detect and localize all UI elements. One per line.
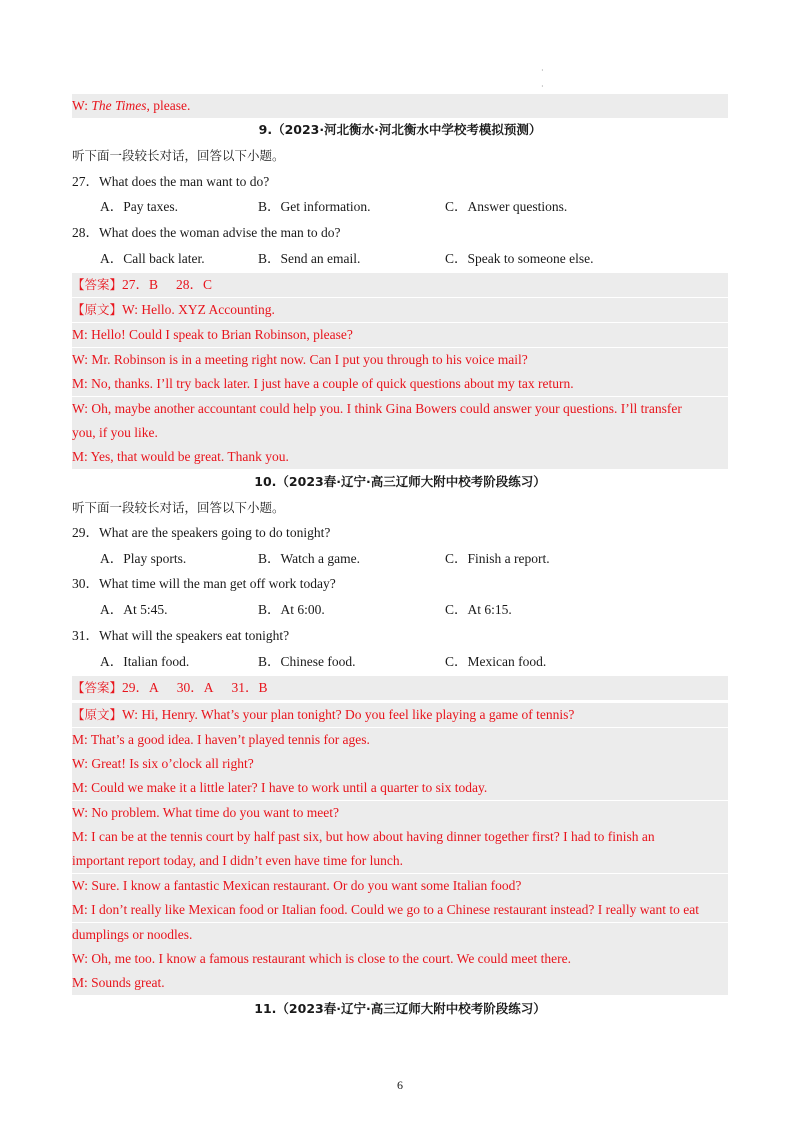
transcript-line: M: No, thanks. I’ll try back later. I just have a couple of quick questions about my tax return. <box>72 372 728 396</box>
answer-label: 【答案】 <box>72 680 123 695</box>
transcript-line: M: Yes, that would be great. Thank you. <box>72 445 728 469</box>
transcript-line: W: Great! Is six o’clock all right? <box>72 752 728 776</box>
transcript-line: W: No problem. What time do you want to meet? <box>72 801 728 825</box>
option-b: B．Chinese food. <box>258 654 356 669</box>
section-instruction-10: 听下面一段较长对话，回答以下小题。 <box>72 500 285 515</box>
question-30-options <box>72 598 728 622</box>
option-a: A．Pay taxes. <box>100 199 178 214</box>
option-b: B．Get information. <box>258 199 371 214</box>
speaker-label: W: <box>72 98 92 113</box>
transcript-line: M: I can be at the tennis court by half past six, but how about having dinner together first? I had to finish an <box>72 825 728 849</box>
transcript-line: you, if you like. <box>72 421 728 445</box>
transcript-line: M: That’s a good idea. I haven’t played tennis for ages. <box>72 728 728 752</box>
answer-line-9 <box>72 273 728 297</box>
question-31-options <box>72 650 728 674</box>
section-heading-9: 9.（2023·河北衡水·河北衡水中学校考模拟预测） <box>258 122 542 137</box>
option-a: A．Play sports. <box>100 551 187 566</box>
transcript-label: 【原文】 <box>72 707 123 722</box>
option-c: C．At 6:15. <box>445 602 512 617</box>
transcript-line: W: Mr. Robinson is in a meeting right now. Can I put you through to his voice mail? <box>72 348 728 372</box>
transcript-line: M: Hello! Could I speak to Brian Robinson, please? <box>72 323 728 347</box>
transcript-line: dumplings or noodles. <box>72 923 728 947</box>
transcript-line: M: Could we make it a little later? I have to work until a quarter to six today. <box>72 776 728 800</box>
option-c: C．Mexican food. <box>445 654 547 669</box>
question-28-stem: 28．What does the woman advise the man to do? <box>72 225 341 240</box>
answer-item: 28．C <box>176 277 213 292</box>
answer-line-10 <box>72 676 728 700</box>
corner-mark-top: · <box>541 66 544 75</box>
corner-mark-bottom: · <box>541 82 544 91</box>
prev-tail-rest: , please. <box>146 98 191 113</box>
transcript-line <box>72 298 728 322</box>
prev-transcript-tail <box>72 94 728 118</box>
transcript-line: W: Oh, me too. I know a famous restaurant which is close to the court. We could meet there. <box>72 947 728 971</box>
question-27-options <box>72 195 728 219</box>
transcript-line: M: I don’t really like Mexican food or Italian food. Could we go to a Chinese restaurant instead? I really want to eat <box>72 898 728 922</box>
question-29-options <box>72 547 728 571</box>
answer-label: 【答案】 <box>72 277 123 292</box>
option-c: C．Speak to someone else. <box>445 251 594 266</box>
transcript-line: important report today, and I didn’t even have time for lunch. <box>72 849 728 873</box>
section-instruction-9: 听下面一段较长对话，回答以下小题。 <box>72 148 285 163</box>
option-c: C．Answer questions. <box>445 199 568 214</box>
answer-item: 29．A <box>122 680 159 695</box>
transcript-line: W: Oh, maybe another accountant could help you. I think Gina Bowers could answer your questions. I’ll transfer <box>72 397 728 421</box>
transcript-text: W: Hi, Henry. What’s your plan tonight? Do you feel like playing a game of tennis? <box>122 707 575 722</box>
option-b: B．Send an email. <box>258 251 361 266</box>
answer-item: 30．A <box>176 680 214 695</box>
transcript-line: M: Sounds great. <box>72 971 728 995</box>
page-number: 6 <box>397 1078 403 1092</box>
section-heading-11: 11.（2023春·辽宁·高三辽师大附中校考阶段练习） <box>254 1001 546 1016</box>
option-a: A．At 5:45. <box>100 602 168 617</box>
option-c: C．Finish a report. <box>445 551 550 566</box>
question-28-options <box>72 247 728 271</box>
answer-item: 31．B <box>231 680 268 695</box>
option-b: B．At 6:00. <box>258 602 325 617</box>
answer-item: 27．B <box>122 277 159 292</box>
question-27-stem: 27．What does the man want to do? <box>72 174 270 189</box>
transcript-label: 【原文】 <box>72 302 123 317</box>
question-31-stem: 31．What will the speakers eat tonight? <box>72 628 290 643</box>
option-a: A．Italian food. <box>100 654 190 669</box>
option-a: A．Call back later. <box>100 251 205 266</box>
transcript-text: W: Hello. XYZ Accounting. <box>122 302 275 317</box>
option-b: B．Watch a game. <box>258 551 361 566</box>
transcript-line: W: Sure. I know a fantastic Mexican restaurant. Or do you want some Italian food? <box>72 874 728 898</box>
newspaper-title: The Times <box>91 98 147 113</box>
question-29-stem: 29．What are the speakers going to do tonight? <box>72 525 331 540</box>
question-30-stem: 30．What time will the man get off work today? <box>72 576 336 591</box>
section-heading-10: 10.（2023春·辽宁·高三辽师大附中校考阶段练习） <box>254 474 546 489</box>
transcript-line <box>72 703 728 727</box>
